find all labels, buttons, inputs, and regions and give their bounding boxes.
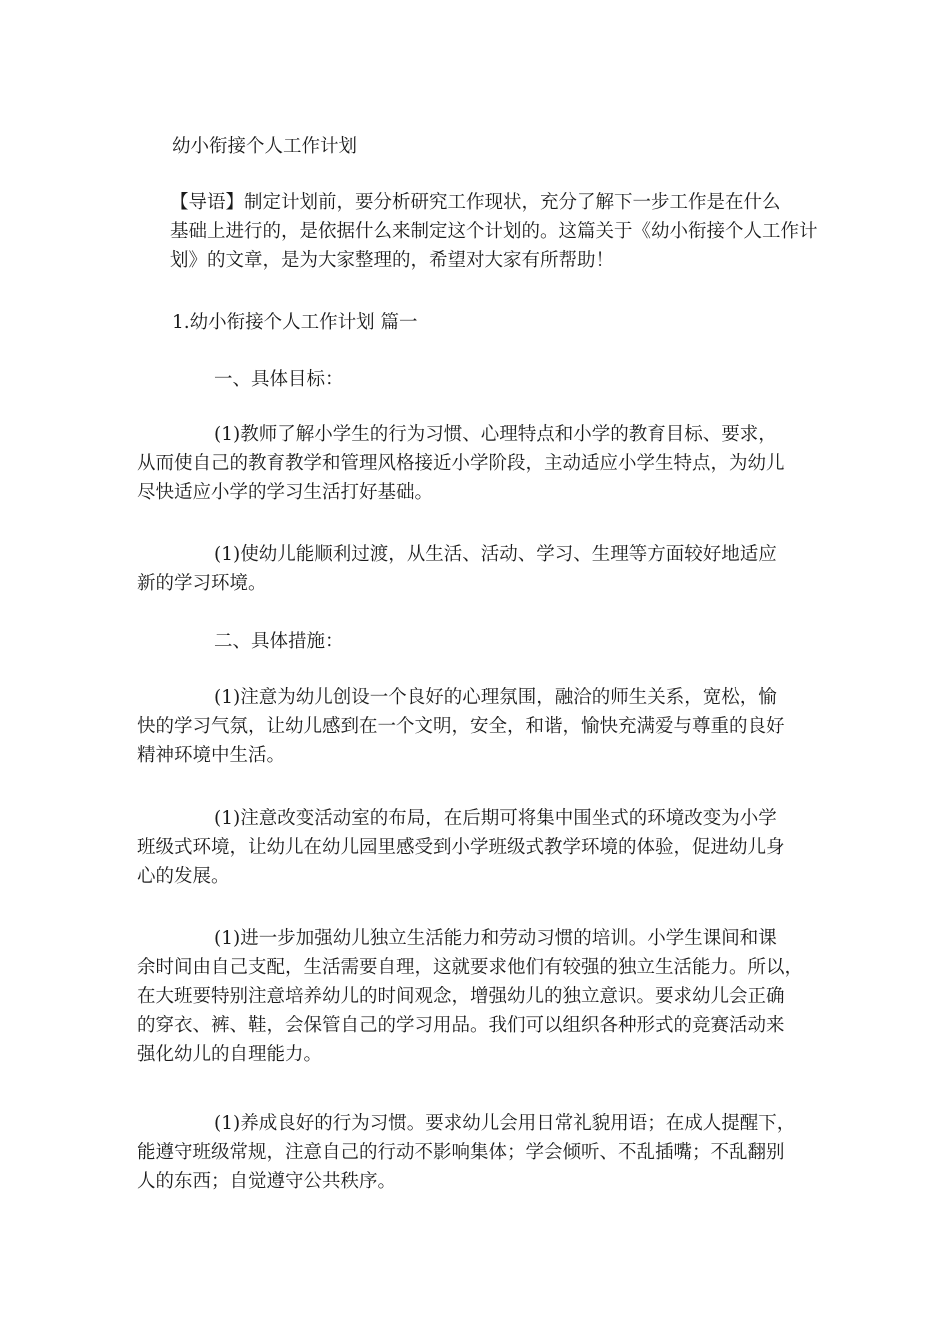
measure-paragraph-4: (1)养成良好的行为习惯。要求幼儿会用日常礼貌用语；在成人提醒下， 能遵守班级常规，注意自己的行动不影响集体；学会倾听、不乱插嘴；不乱翻别 人的东西；自觉遵守公共秩序。	[137, 1113, 796, 1192]
measure-paragraph-1: (1)注意为幼儿创设一个良好的心理氛围，融洽的师生关系，宽松，愉 快的学习气氛，让幼儿感到在一个文明，安全，和谐，愉快充满爱与尊重的良好 精神环境中生活。	[137, 687, 785, 766]
goal-paragraph-1: (1)教师了解小学生的行为习惯、心理特点和小学的教育目标、要求， 从而使自己的教育教学和管理风格接近小学阶段，主动适应小学生特点，为幼儿 尽快适应小学的学习生活打好基础。	[137, 424, 785, 503]
part2-heading: 二、具体措施：	[214, 631, 344, 652]
part1-heading: 一、具体目标：	[214, 369, 344, 390]
measure-paragraph-3: (1)进一步加强幼儿独立生活能力和劳动习惯的培训。小学生课间和课 余时间由自己支配，生活需要自理，这就要求他们有较强的独立生活能力。所以， 在大班要特别注意培养幼儿的时间观念，增强幼儿的独立意识。要求幼儿会正确 的穿衣、裤、鞋，会保管自己的学习用品。我们可以组织各种形式的竞赛活动来 强化幼儿的自理能力。	[137, 928, 804, 1065]
goal-paragraph-2: (1)使幼儿能顺利过渡，从生活、活动、学习、生理等方面较好地适应 新的学习环境。	[137, 544, 777, 594]
measure-paragraph-2: (1)注意改变活动室的布局，在后期可将集中围坐式的环境改变为小学 班级式环境，让幼儿在幼儿园里感受到小学班级式教学环境的体验，促进幼儿身 心的发展。	[137, 808, 785, 887]
intro-paragraph: 【导语】制定计划前，要分析研究工作现状，充分了解下一步工作是在什么 基础上进行的，是依据什么来制定这个计划的。这篇关于《幼小衔接个人工作计 划》的文章，是为大家整理的，希望对大家有所帮助！	[170, 192, 818, 271]
document-title: 幼小衔接个人工作计划	[172, 136, 358, 157]
section-heading: 1.幼小衔接个人工作计划 篇一	[172, 312, 418, 333]
